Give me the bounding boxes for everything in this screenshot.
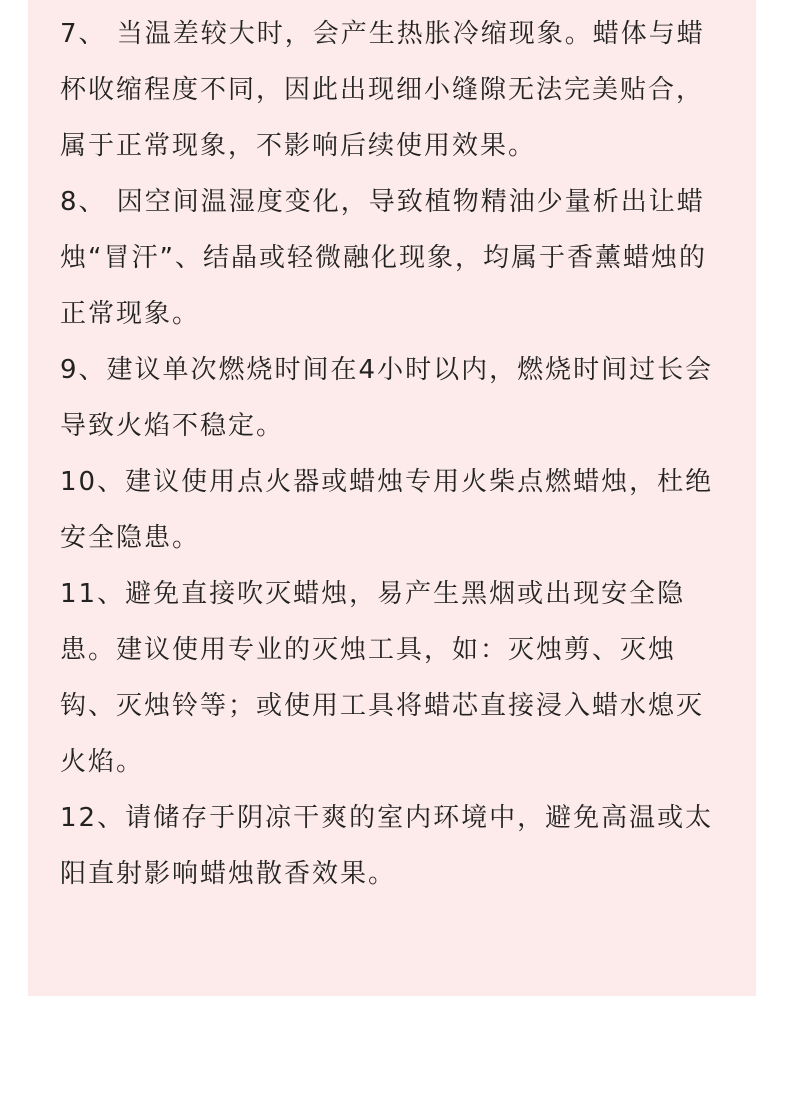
note-item-10: 10、建议使用点火器或蜡烛专用火柴点燃蜡烛，杜绝安全隐患。: [60, 467, 714, 553]
care-notes-list: [60, 6, 730, 902]
note-item-11: 11、避免直接吹灭蜡烛，易产生黑烟或出现安全隐患。建议使用专业的灭烛工具，如：灭烛剪、灭烛钩、灭烛铃等；或使用工具将蜡芯直接浸入蜡水熄灭火焰。: [60, 579, 705, 777]
note-item-12: 12、请储存于阴凉干爽的室内环境中，避免高温或太阳直射影响蜡烛散香效果。: [60, 803, 714, 889]
note-item-7: 7、 当温差较大时，会产生热胀冷缩现象。蜡体与蜡杯收缩程度不同，因此出现细小缝隙无法完美贴合，属于正常现象，不影响后续使用效果。: [60, 19, 705, 161]
note-item-8: 8、 因空间温湿度变化，导致植物精油少量析出让蜡烛“冒汗”、结晶或轻微融化现象，均属于香薰蜡烛的正常现象。: [60, 187, 707, 329]
note-item-9: 9、建议单次燃烧时间在4小时以内，燃烧时间过长会导致火焰不稳定。: [60, 355, 714, 441]
